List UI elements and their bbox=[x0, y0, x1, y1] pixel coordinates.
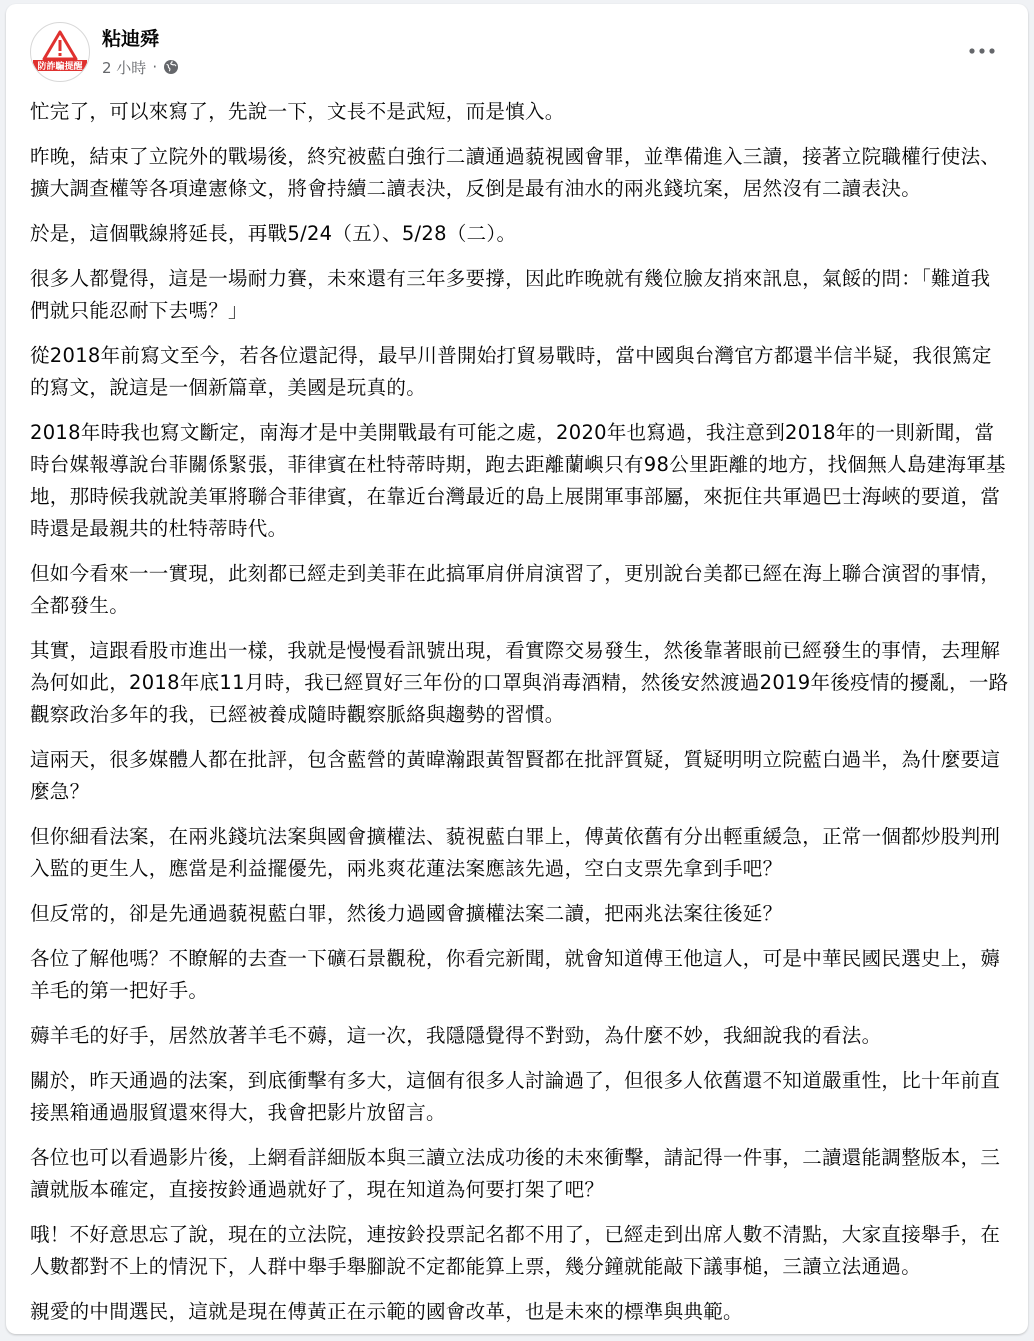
post-paragraph: 關於，昨天通過的法案，到底衝擊有多大，這個有很多人討論過了，但很多人依舊還不知道嚴重性，比十年前直接黑箱通過服貿還來得大，我會把影片放留言。 bbox=[30, 1069, 1001, 1124]
avatar[interactable] bbox=[30, 22, 90, 82]
post-paragraph: 但反常的，卻是先通過藐視藍白罪，然後力過國會擴權法案二讀，把兩兆法案往後延？ bbox=[30, 902, 783, 925]
post-paragraph: 但你細看法案，在兩兆錢坑法案與國會擴權法、藐視藍白罪上，傅黃依舊有分出輕重緩急，正常一個都炒股判刑入監的更生人，應當是利益擺優先，兩兆爽花蓮法案應該先過，空白支票先拿到手吧？ bbox=[30, 825, 1001, 880]
meta-separator: · bbox=[152, 58, 158, 76]
post-paragraph: 各位了解他嗎？不瞭解的去查一下礦石景觀稅，你看完新聞，就會知道傅王他這人，可是中華民國民選史上，薅羊毛的第一把好手。 bbox=[30, 947, 1001, 1002]
post-paragraph: 親愛的中間選民，這就是現在傅黃正在示範的國會改革，也是未來的標準與典範。 bbox=[30, 1300, 743, 1323]
warning-triangle-icon bbox=[31, 23, 89, 81]
post-paragraph: 哦！不好意思忘了說，現在的立法院，連按鈴投票記名都不用了，已經走到出席人數不清點，大家直接舉手，在人數都對不上的情況下，人群中舉手舉腳說不定都能算上票，幾分鐘就能敲下議事槌，三讀立法通過。 bbox=[30, 1223, 1001, 1278]
globe-icon bbox=[163, 59, 179, 75]
post-paragraph: 於是，這個戰線將延長，再戰5/24（五）、5/28（二）。 bbox=[30, 222, 517, 245]
post-time[interactable]: 2 小時 bbox=[102, 58, 147, 77]
more-dots-icon bbox=[969, 48, 995, 54]
post-paragraph: 其實，這跟看股市進出一樣，我就是慢慢看訊號出現，看實際交易發生，然後靠著眼前已經發生的事情，去理解為何如此，2018年底11月時，我已經買好三年份的口罩與消毒酒精，然後安然渡過2019年後疫情的擾亂，一路觀察政治多年的我，已經被養成隨時觀察脈絡與趨勢的習慣。 bbox=[30, 639, 1009, 726]
post-header bbox=[30, 22, 1008, 88]
post-paragraph: 但如今看來一一實現，此刻都已經走到美菲在此搞軍肩併肩演習了，更別說台美都已經在海上聯合演習的事情，全都發生。 bbox=[30, 562, 1001, 617]
avatar-badge-text: 防詐騙提醒 bbox=[37, 62, 83, 72]
post-paragraph: 很多人都覺得，這是一場耐力賽，未來還有三年多要撐，因此昨晚就有幾位臉友捎來訊息，氣餒的問：「難道我們就只能忍耐下去嗎？」 bbox=[30, 267, 991, 322]
author-name[interactable]: 粘迪舜 bbox=[102, 28, 160, 50]
post-card bbox=[6, 4, 1028, 1334]
post-paragraph: 從2018年前寫文至今，若各位還記得，最早川普開始打貿易戰時，當中國與台灣官方都還半信半疑，我很篤定的寫文，說這是一個新篇章，美國是玩真的。 bbox=[30, 344, 992, 399]
post-meta bbox=[102, 56, 179, 78]
post-paragraph: 忙完了，可以來寫了，先說一下，文長不是武短，而是慎入。 bbox=[30, 100, 565, 123]
post-paragraph: 這兩天，很多媒體人都在批評，包含藍營的黃暐瀚跟黃智賢都在批評質疑，質疑明明立院藍白過半，為什麼要這麼急？ bbox=[30, 748, 1001, 803]
more-options-button[interactable] bbox=[964, 36, 1000, 66]
post-paragraph: 2018年時我也寫文斷定，南海才是中美開戰最有可能之處，2020年也寫過，我注意到2018年的一則新聞，當時台媒報導說台菲關係緊張，菲律賓在杜特蒂時期，跑去距離蘭嶼只有98公里距離的地方，找個無人島建海軍基地，那時候我就說美軍將聯合菲律賓，在靠近台灣最近的島上展開軍事部屬，來扼住共軍過巴士海峽的要道，當時還是最親共的杜特蒂時代。 bbox=[30, 421, 1006, 540]
post-paragraph: 各位也可以看過影片後，上網看詳細版本與三讀立法成功後的未來衝擊，請記得一件事，二讀還能調整版本，三讀就版本確定，直接按鈴通過就好了，現在知道為何要打架了吧？ bbox=[30, 1146, 1001, 1201]
post-paragraph: 昨晚，結束了立院外的戰場後，終究被藍白強行二讀通過藐視國會罪，並準備進入三讀，接著立院職權行使法、擴大調查權等各項違憲條文，將會持續二讀表決，反倒是最有油水的兩兆錢坑案，居然沒有二讀表決。 bbox=[30, 145, 1001, 200]
post-body bbox=[30, 96, 1010, 1341]
post-paragraph: 薅羊毛的好手，居然放著羊毛不薅，這一次，我隱隱覺得不對勁，為什麼不妙，我細說我的看法。 bbox=[30, 1024, 882, 1047]
